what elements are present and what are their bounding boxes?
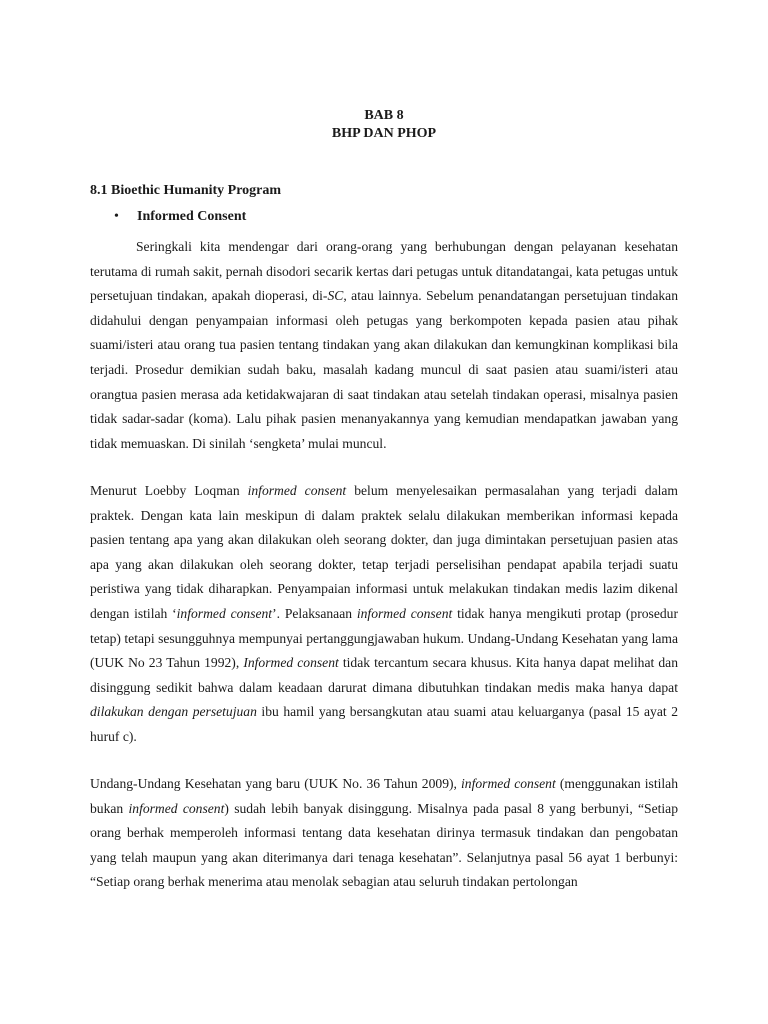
text-run: , atau lainnya. Sebelum penandatangan persetujuan tindakan didahului dengan penyampaian informasi oleh petugas yang berkompoten kepada pasien atau pihak suami/isteri atau orang tua pasien tentang tindakan yang akan dilakukan dan kemungkinan komplikasi bila terjadi. Prosedur demikian sudah baku, masalah kadang muncul di saat pasien atau suami/isteri atau orangtua pasien merasa ada ketidakwajaran di saat tindakan atau setelah tindakan operasi, misalnya pasien tidak sadar-sadar (koma). Lalu pihak pasien menanyakannya yang kemudian mendapatkan jawaban yang tidak memuaskan. Di sinilah ‘sengketa’ mulai muncul.: [90, 288, 678, 451]
bullet-label-informed-consent: Informed Consent: [137, 209, 247, 224]
text-run: ) sudah lebih banyak disinggung. Misalnya pada pasal 8 yang berbunyi, “Setiap orang berhak memperoleh informasi tentang data kesehatan dirinya termasuk tindakan dan pengobatan yang telah maupun yang akan diterimanya dari tenaga kesehatan”. Selanjutnya pasal 56 ayat 1 berbunyi: “Setiap orang berhak menerima atau menolak sebagian atau seluruh tindakan pertolongan: [90, 800, 679, 890]
text-run: ’. Pelaksanaan: [272, 605, 357, 621]
text-run-italic: SC: [327, 288, 344, 304]
text-run: tidak hanya mengikuti protap (prosedur tetap) tetapi sesungguhnya mempunyai pertanggungjawaban hukum. Undang-Undang Kesehatan yang lama (UUK No 23 Tahun 1992),: [90, 605, 678, 671]
text-run-italic: informed consent: [356, 605, 453, 621]
text-run: belum menyelesaikan permasalahan yang terjadi dalam praktek. Dengan kata lain meskipun di dalam praktek selalu dilakukan memberikan informasi kepada pasien tentang apa yang akan dilakukan oleh seorang dokter, dan juga dimintakan persetujuan pasien atas apa yang akan dilakukan oleh seorang dokter, tetap terjadi perselisihan pendapat apabila terjadi suatu peristiwa yang tidak diharapkan. Penyampaian informasi untuk melakukan tindakan medis lazim dikenal dengan istilah ‘: [90, 483, 678, 621]
text-run-italic: dilakukan dengan persetujuan: [90, 704, 257, 720]
bullet-icon: •: [114, 209, 119, 224]
paragraph-3: [90, 772, 678, 895]
paragraph-1: [90, 235, 678, 456]
text-run: Undang-Undang Kesehatan yang baru (UUK No. 36 Tahun 2009),: [90, 776, 462, 791]
text-run: tidak tercantum secara khusus. Kita hanya dapat melihat dan disinggung sedikit bahwa dalam keadaan darurat dimana dibutuhkan tindakan medis maka hanya dapat: [90, 655, 678, 695]
text-run-italic: Informed consent: [243, 655, 339, 671]
text-run: Menurut Loebby Loqman: [90, 483, 248, 498]
paragraph-2: [90, 479, 678, 750]
text-run: ibu hamil yang bersangkutan atau suami atau keluarganya (pasal 15 ayat 2 huruf c).: [90, 704, 678, 744]
chapter-number: BAB 8: [364, 108, 404, 123]
text-run-italic: informed consent: [247, 483, 347, 498]
text-run-italic: informed consent: [128, 800, 225, 816]
text-run-italic: informed consent: [461, 776, 556, 791]
text-run-italic: informed consent: [176, 605, 273, 621]
chapter-title: BHP DAN PHOP: [331, 126, 437, 141]
text-run: (menggunakan istilah bukan: [90, 776, 678, 816]
text-run: Seringkali kita mendengar dari orang-orang yang berhubungan dengan pelayanan kesehatan terutama di rumah sakit, pernah disodori secarik kertas dari petugas untuk ditandatangai, kata petugas untuk persetujuan tindakan, apakah dioperasi, di-: [90, 239, 678, 304]
section-title: 8.1 Bioethic Humanity Program: [90, 183, 282, 198]
